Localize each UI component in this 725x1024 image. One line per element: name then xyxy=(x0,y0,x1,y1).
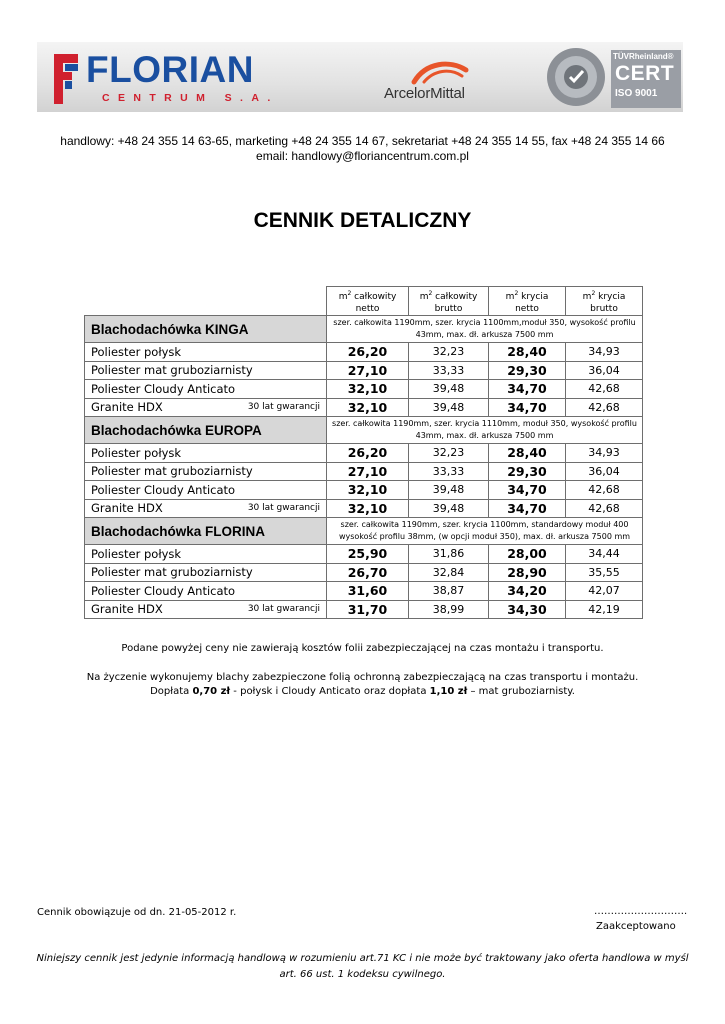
price-cell: 26,20 xyxy=(327,444,409,463)
column-type: krycia xyxy=(595,291,626,302)
column-header-line1 xyxy=(566,288,642,303)
price-cell: 42,68 xyxy=(566,398,643,417)
header-empty-cell xyxy=(85,287,327,316)
price-cell: 28,00 xyxy=(489,545,566,564)
finish-label: Poliester Cloudy Anticato xyxy=(91,381,236,396)
column-header-line1 xyxy=(327,288,408,303)
price-cell: 34,70 xyxy=(489,380,566,399)
column-header xyxy=(489,287,566,316)
product-spec: szer. całkowita 1190mm, szer. krycia 1110mm, moduł 350, wysokość profilu 43mm, max. dł. arkusza 7500 mm xyxy=(327,417,643,444)
product-name: Blachodachówka KINGA xyxy=(85,316,327,343)
finish-cell xyxy=(85,600,327,619)
legal-disclaimer xyxy=(30,951,695,983)
product-group-row xyxy=(85,518,643,545)
tuv-brand: TÜVRheinland® xyxy=(613,52,674,61)
price-cell: 34,93 xyxy=(566,343,643,362)
finish-cell xyxy=(85,499,327,518)
table-row xyxy=(85,582,643,601)
finish-label: Poliester połysk xyxy=(91,546,182,561)
note-surcharge-part: Dopłata xyxy=(150,686,193,697)
price-cell: 32,10 xyxy=(327,481,409,500)
finish-label: Granite HDX xyxy=(91,501,163,516)
price-cell: 34,70 xyxy=(489,499,566,518)
price-cell: 39,48 xyxy=(409,398,489,417)
tuv-cert-text: CERT xyxy=(615,62,675,85)
price-cell: 42,19 xyxy=(566,600,643,619)
finish-label: Granite HDX xyxy=(91,602,163,617)
price-cell: 29,30 xyxy=(489,462,566,481)
note-foil-on-request: Na życzenie wykonujemy blachy zabezpieczone folią ochronną zabezpieczającą na czas transportu i montażu. xyxy=(86,672,639,683)
note-prices-exclude-foil: Podane powyżej ceny nie zawierają kosztów folii zabezpieczającej na czas montażu i transportu. xyxy=(121,643,604,654)
page-title: CENNIK DETALICZNY xyxy=(253,209,472,232)
price-cell: 28,90 xyxy=(489,563,566,582)
finish-label: Poliester mat gruboziarnisty xyxy=(91,565,253,580)
column-type: całkowity xyxy=(432,291,478,302)
arcelor-swoosh-icon xyxy=(410,60,470,86)
price-cell: 31,70 xyxy=(327,600,409,619)
finish-cell xyxy=(85,361,327,380)
product-group-row xyxy=(85,417,643,444)
column-type: całkowity xyxy=(351,291,397,302)
price-cell: 29,30 xyxy=(489,361,566,380)
price-cell: 32,23 xyxy=(409,444,489,463)
note-surcharge xyxy=(0,684,725,700)
finish-label: Poliester połysk xyxy=(91,344,182,359)
finish-cell xyxy=(85,462,327,481)
price-cell: 33,33 xyxy=(409,462,489,481)
signature-line: ………………………. xyxy=(594,906,688,917)
column-unit-sup: 2 xyxy=(347,289,352,297)
accepted-label: Zaakceptowano xyxy=(596,921,676,932)
arcelormittal-logo xyxy=(380,60,490,104)
column-header-line1 xyxy=(489,288,565,303)
product-spec: szer. całkowita 1190mm, szer. krycia 1100mm, standardowy moduł 400 wysokość profilu 38mm, (w opcji moduł 350), max. dł. arkusza 7500 mm xyxy=(327,518,643,545)
price-cell: 26,70 xyxy=(327,563,409,582)
finish-cell xyxy=(85,380,327,399)
column-unit: m xyxy=(505,291,515,302)
price-cell: 33,33 xyxy=(409,361,489,380)
arcelor-logo-text: ArcelorMittal xyxy=(384,85,465,102)
column-header xyxy=(566,287,643,316)
price-cell: 34,70 xyxy=(489,398,566,417)
price-cell: 34,20 xyxy=(489,582,566,601)
table-row xyxy=(85,545,643,564)
finish-label: Poliester Cloudy Anticato xyxy=(91,482,236,497)
price-cell: 34,70 xyxy=(489,481,566,500)
validity-date: Cennik obowiązuje od dn. 21-05-2012 r. xyxy=(37,907,237,918)
price-cell: 32,10 xyxy=(327,499,409,518)
finish-cell xyxy=(85,481,327,500)
contact-phones: handlowy: +48 24 355 14 63-65, marketing +48 24 355 14 67, sekretariat +48 24 355 14 55, fax +48 24 355 14 66 xyxy=(60,134,665,148)
price-cell: 42,68 xyxy=(566,499,643,518)
column-header xyxy=(409,287,489,316)
column-unit-sup: 2 xyxy=(591,289,596,297)
column-header-line2: netto xyxy=(515,303,539,314)
price-cell: 27,10 xyxy=(327,361,409,380)
table-row xyxy=(85,444,643,463)
tuv-iso-text: ISO 9001 xyxy=(615,88,658,99)
table-row xyxy=(85,361,643,380)
finish-cell xyxy=(85,398,327,417)
column-unit-sup: 2 xyxy=(514,289,519,297)
disclaimer-line: Niniejszy cennik jest jedynie informacją handlową w rozumieniu art.71 KC i nie może być traktowany jako oferta handlowa w myśl xyxy=(36,953,689,964)
disclaimer-line: art. 66 ust. 1 kodeksu cywilnego. xyxy=(279,969,446,980)
column-header-line2: netto xyxy=(355,303,380,314)
note-surcharge-part: - połysk i Cloudy Anticato oraz dopłata xyxy=(230,686,430,697)
note-surcharge-amount-1: 0,70 zł xyxy=(192,686,231,697)
finish-label: Poliester połysk xyxy=(91,445,182,460)
price-cell: 28,40 xyxy=(489,444,566,463)
price-cell: 39,48 xyxy=(409,481,489,500)
florian-logo-subtext: CENTRUM S.A. xyxy=(102,92,279,104)
column-header-line1 xyxy=(409,288,488,303)
table-row xyxy=(85,481,643,500)
price-cell: 35,55 xyxy=(566,563,643,582)
table-row xyxy=(85,499,643,518)
finish-label: Poliester mat gruboziarnisty xyxy=(91,363,253,378)
finish-label: Granite HDX xyxy=(91,400,163,415)
warranty-note: 30 lat gwarancji xyxy=(247,603,320,614)
finish-cell xyxy=(85,545,327,564)
table-row xyxy=(85,380,643,399)
price-cell: 26,20 xyxy=(327,343,409,362)
price-cell: 32,23 xyxy=(409,343,489,362)
contact-email: email: handlowy@floriancentrum.com.pl xyxy=(256,149,469,163)
price-cell: 32,84 xyxy=(409,563,489,582)
finish-cell xyxy=(85,582,327,601)
product-spec: szer. całkowita 1190mm, szer. krycia 1100mm,moduł 350, wysokość profilu 43mm, max. dł. arkusza 7500 mm xyxy=(327,316,643,343)
price-cell: 42,68 xyxy=(566,481,643,500)
note-surcharge-amount-2: 1,10 zł xyxy=(429,686,468,697)
finish-cell xyxy=(85,563,327,582)
finish-label: Poliester mat gruboziarnisty xyxy=(91,464,253,479)
price-cell: 39,48 xyxy=(409,380,489,399)
price-cell: 25,90 xyxy=(327,545,409,564)
finish-cell xyxy=(85,343,327,362)
price-cell: 34,93 xyxy=(566,444,643,463)
finish-label: Poliester Cloudy Anticato xyxy=(91,583,236,598)
price-cell: 34,30 xyxy=(489,600,566,619)
price-cell: 27,10 xyxy=(327,462,409,481)
table-row xyxy=(85,600,643,619)
table-row xyxy=(85,462,643,481)
florian-logo-name: FLORIAN xyxy=(86,49,254,90)
column-unit-sup: 2 xyxy=(428,289,433,297)
florian-logo xyxy=(52,49,279,110)
warranty-note: 30 lat gwarancji xyxy=(247,401,320,412)
column-unit: m xyxy=(582,291,592,302)
price-cell: 38,87 xyxy=(409,582,489,601)
column-type: krycia xyxy=(518,291,549,302)
column-unit: m xyxy=(419,291,429,302)
price-cell: 38,99 xyxy=(409,600,489,619)
tuv-cert-logo xyxy=(543,46,681,108)
table-row xyxy=(85,563,643,582)
price-cell: 39,48 xyxy=(409,499,489,518)
table-row xyxy=(85,398,643,417)
price-cell: 42,07 xyxy=(566,582,643,601)
price-cell: 42,68 xyxy=(566,380,643,399)
table-row xyxy=(85,343,643,362)
price-cell: 36,04 xyxy=(566,462,643,481)
florian-f-mark-icon xyxy=(52,50,80,106)
column-header xyxy=(327,287,409,316)
table-header-row xyxy=(85,287,643,316)
product-name: Blachodachówka EUROPA xyxy=(85,417,327,444)
price-table xyxy=(84,286,643,619)
price-cell: 31,86 xyxy=(409,545,489,564)
price-cell: 36,04 xyxy=(566,361,643,380)
column-unit: m xyxy=(338,291,348,302)
product-name: Blachodachówka FLORINA xyxy=(85,518,327,545)
price-cell: 28,40 xyxy=(489,343,566,362)
price-cell: 32,10 xyxy=(327,398,409,417)
note-surcharge-part: – mat gruboziarnisty. xyxy=(467,686,575,697)
tuv-seal-icon xyxy=(543,46,609,108)
product-group-row xyxy=(85,316,643,343)
column-header-line2: brutto xyxy=(434,303,463,314)
warranty-note: 30 lat gwarancji xyxy=(247,502,320,513)
column-header-line2: brutto xyxy=(590,303,618,314)
finish-cell xyxy=(85,444,327,463)
price-cell: 32,10 xyxy=(327,380,409,399)
price-cell: 31,60 xyxy=(327,582,409,601)
price-cell: 34,44 xyxy=(566,545,643,564)
